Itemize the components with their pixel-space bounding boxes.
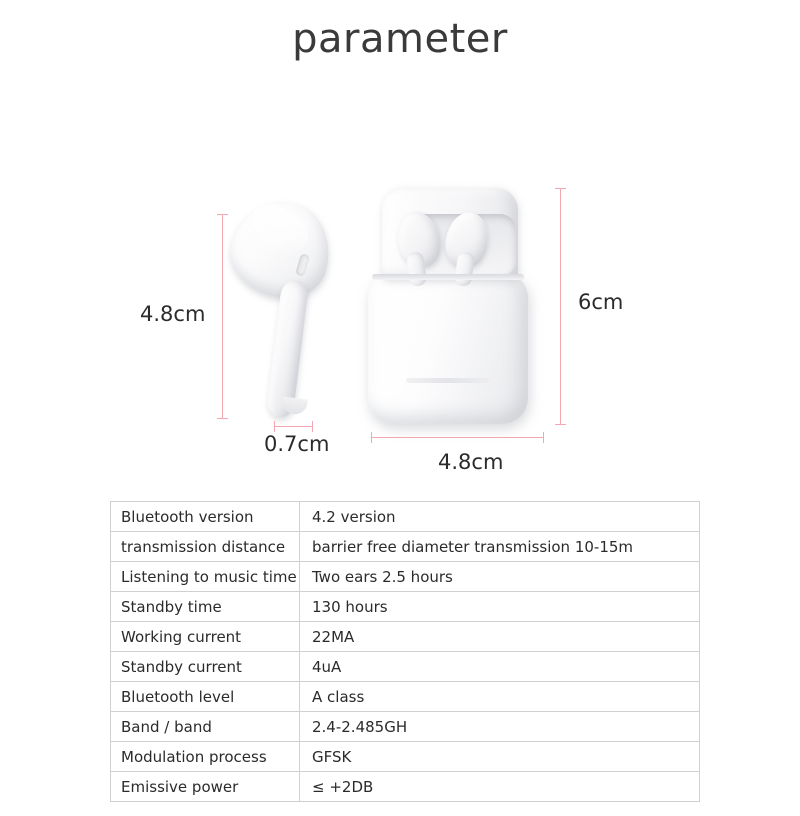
spec-key: Band / band (111, 712, 300, 742)
earbud-height-cap-top (217, 214, 228, 215)
spec-value: 22MA (300, 622, 700, 652)
table-row (111, 592, 700, 622)
spec-key: transmission distance (111, 532, 300, 562)
table-row (111, 622, 700, 652)
earbud-width-cap-right (312, 421, 313, 432)
spec-value: barrier free diameter transmission 10-15m (300, 532, 700, 562)
spec-value: Two ears 2.5 hours (300, 562, 700, 592)
spec-key: Modulation process (111, 742, 300, 772)
spec-key: Standby time (111, 592, 300, 622)
earbud-illustration (232, 202, 342, 417)
earbud-highlight (244, 196, 317, 261)
case-bottom-shell (368, 272, 528, 424)
case-seam (372, 274, 524, 280)
earbud-height-cap-bottom (217, 418, 228, 419)
earbud-height-label: 4.8cm (140, 302, 206, 326)
table-row (111, 682, 700, 712)
earbud-height-dimension-line (222, 214, 223, 418)
spec-value: GFSK (300, 742, 700, 772)
table-row (111, 712, 700, 742)
spec-value: 130 hours (300, 592, 700, 622)
charging-case-illustration (368, 182, 530, 422)
specification-table (110, 501, 700, 802)
spec-value: 4.2 version (300, 502, 700, 532)
case-height-label: 6cm (578, 290, 624, 314)
case-width-cap-left (371, 432, 372, 443)
spec-key: Standby current (111, 652, 300, 682)
specification-table-body (111, 502, 700, 802)
table-row (111, 562, 700, 592)
earbud-width-dimension-line (274, 426, 312, 427)
case-height-cap-top (555, 188, 566, 189)
spec-key: Bluetooth level (111, 682, 300, 712)
spec-value: ≤ +2DB (300, 772, 700, 802)
case-hinge (406, 378, 490, 383)
spec-value: 2.4-2.485GH (300, 712, 700, 742)
spec-value: A class (300, 682, 700, 712)
case-height-cap-bottom (555, 424, 566, 425)
table-row (111, 502, 700, 532)
case-width-dimension-line (371, 437, 543, 438)
table-row (111, 652, 700, 682)
product-illustration (0, 62, 800, 482)
table-row (111, 772, 700, 802)
spec-key: Bluetooth version (111, 502, 300, 532)
table-row (111, 532, 700, 562)
table-row (111, 742, 700, 772)
spec-key: Listening to music time (111, 562, 300, 592)
earbud-width-cap-left (274, 421, 275, 432)
case-height-dimension-line (560, 188, 561, 424)
case-width-label: 4.8cm (438, 450, 504, 474)
spec-value: 4uA (300, 652, 700, 682)
page-title: parameter (292, 16, 508, 62)
case-width-cap-right (543, 432, 544, 443)
earbud-width-label: 0.7cm (264, 432, 330, 456)
spec-key: Emissive power (111, 772, 300, 802)
spec-key: Working current (111, 622, 300, 652)
